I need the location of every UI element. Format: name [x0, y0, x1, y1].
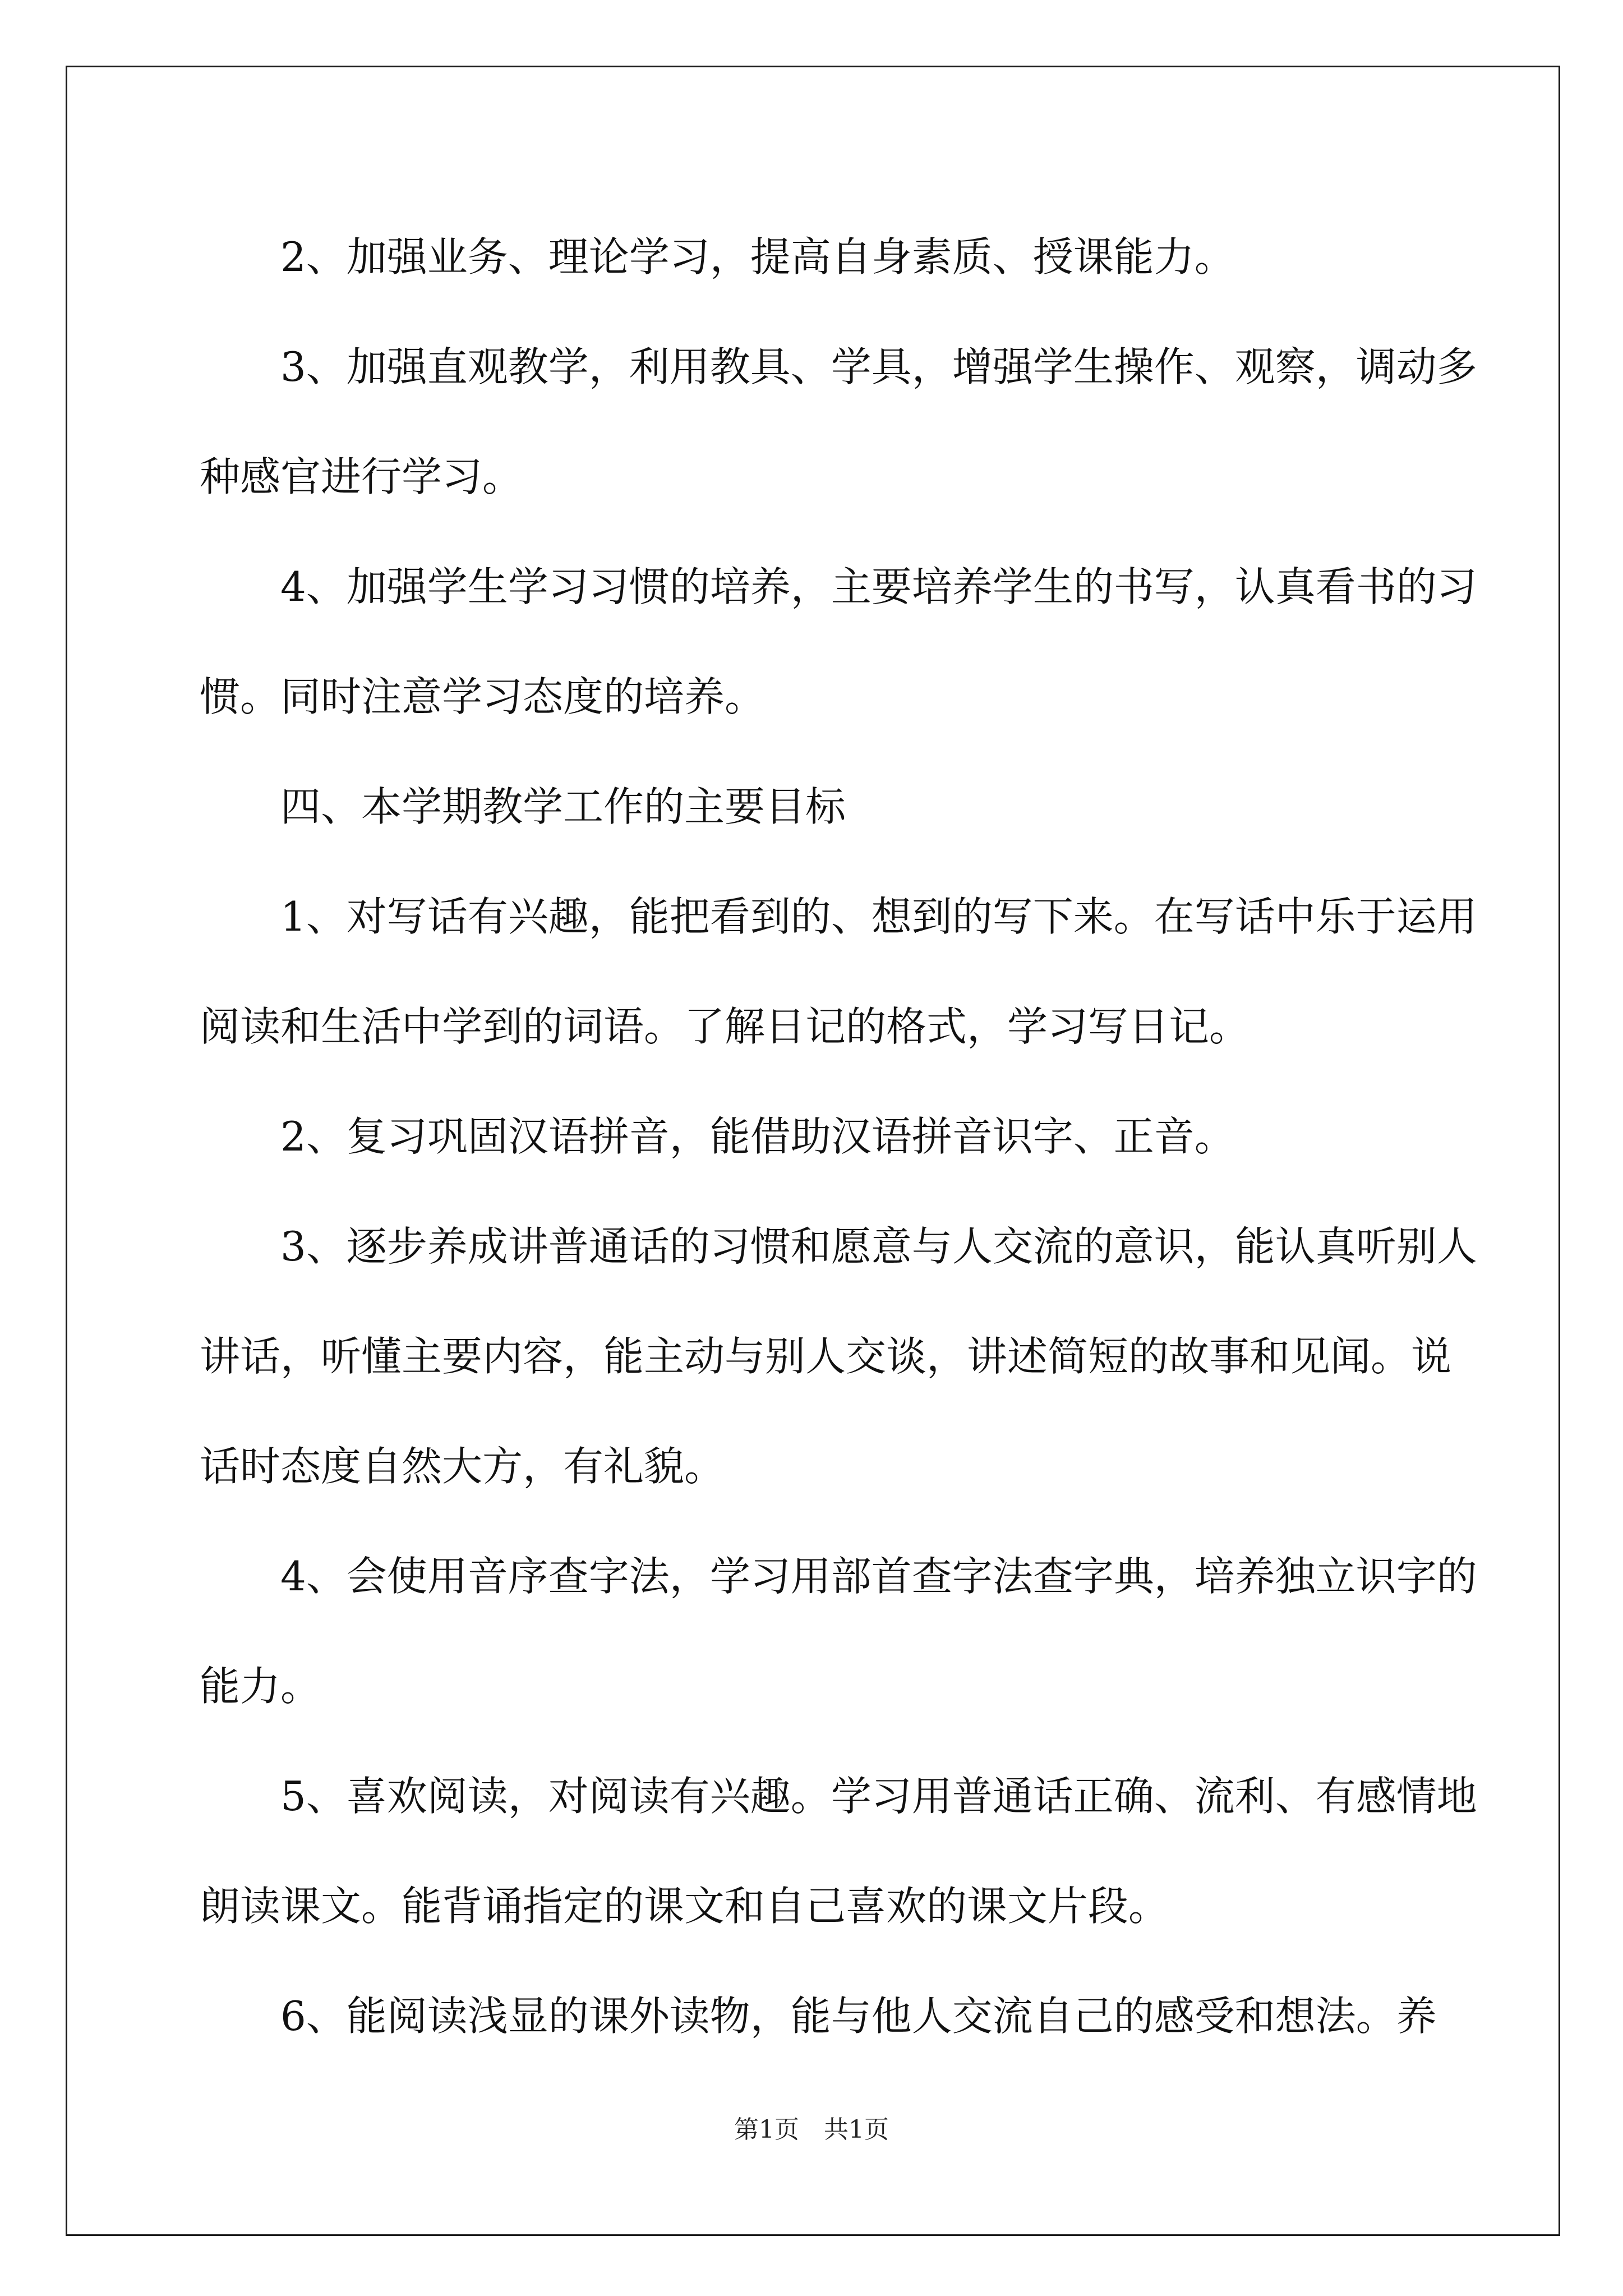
paragraph-8: 4、会使用音序查字法，学习用部首查字法查字典，培养独立识字的能力。	[200, 1553, 1477, 1710]
page-number-footer: 第1页 共1页	[734, 2115, 889, 2144]
document-body	[200, 202, 1478, 2071]
paragraph-7: 3、逐步养成讲普通话的习惯和愿意与人交流的意识，能认真听别人讲话，听懂主要内容，能主动与别人交谈，讲述简短的故事和见闻。说话时态度自然大方，有礼貌。	[200, 1223, 1477, 1490]
paragraph-2: 3、加强直观教学，利用教具、学具，增强学生操作、观察，调动多种感官进行学习。	[200, 343, 1477, 500]
paragraph-3: 4、加强学生学习习惯的培养，主要培养学生的书写，认真看书的习惯。同时注意学习态度的培养。	[200, 563, 1477, 720]
paragraph-6: 2、复习巩固汉语拼音，能借助汉语拼音识字、正音。	[280, 1113, 1235, 1160]
section-heading: 四、本学期教学工作的主要目标	[280, 783, 846, 830]
paragraph-5: 1、对写话有兴趣，能把看到的、想到的写下来。在写话中乐于运用阅读和生活中学到的词语。了解日记的格式，学习写日记。	[200, 893, 1477, 1050]
paragraph-10: 6、能阅读浅显的课外读物，能与他人交流自己的感受和想法。养	[280, 1993, 1437, 2040]
paragraph-1: 2、加强业务、理论学习，提高自身素质、授课能力。	[280, 233, 1235, 280]
paragraph-9: 5、喜欢阅读，对阅读有兴趣。学习用普通话正确、流利、有感情地朗读课文。能背诵指定的课文和自己喜欢的课文片段。	[200, 1773, 1477, 1930]
